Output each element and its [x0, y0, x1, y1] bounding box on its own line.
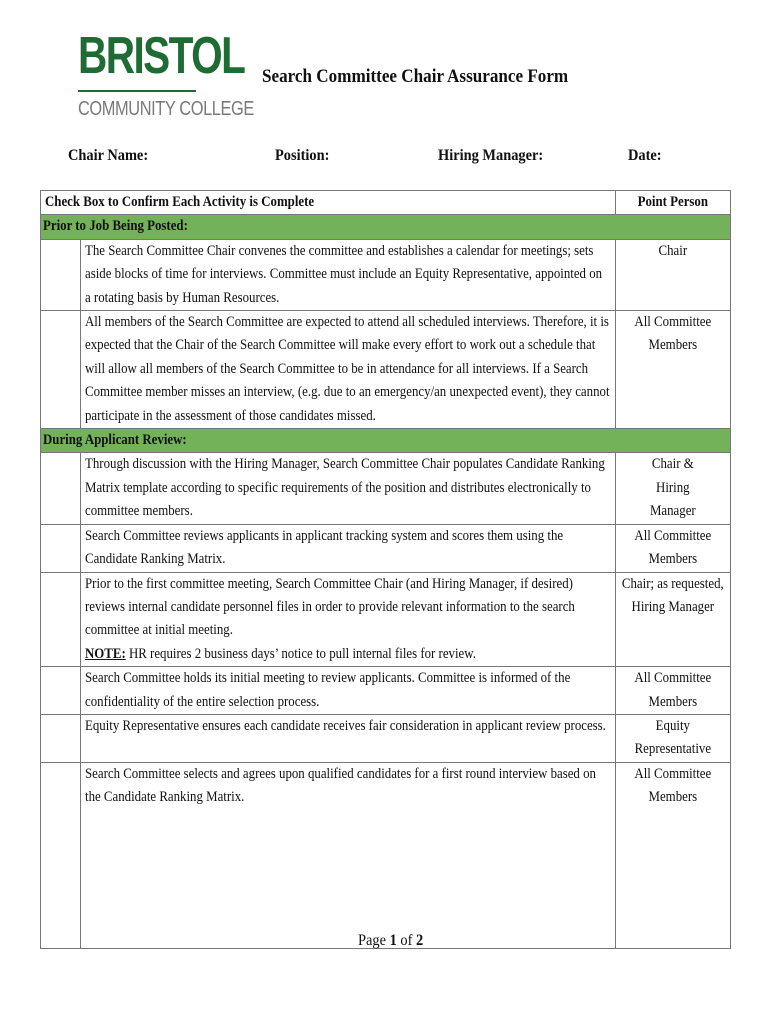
note-text: HR requires 2 business days’ notice to pull internal files for review.	[125, 645, 476, 662]
position-label: Position:	[275, 147, 330, 164]
activity-cell: The Search Committee Chair convenes the committee and establishes a calendar for meetings; sets aside blocks of time for interviews. Committee must include an Equity Representative, appointed on a rotating basis by Human Resources.	[81, 239, 616, 310]
activity-cell: Equity Representative ensures each candidate receives fair consideration in applicant review process.	[81, 714, 616, 762]
note-label: NOTE:	[85, 645, 126, 662]
logo-subtitle: COMMUNITY COLLEGE	[78, 98, 254, 120]
checkbox-cell[interactable]	[41, 311, 81, 429]
point-person-column-header: Point Person	[616, 191, 731, 215]
college-logo	[78, 26, 254, 121]
table-row	[41, 667, 731, 715]
checkbox-cell[interactable]	[41, 239, 81, 310]
logo-wordmark: BRISTOL	[78, 27, 245, 85]
point-person-cell: Chair; as requested, Hiring Manager	[616, 572, 731, 667]
checkbox-cell[interactable]	[41, 762, 81, 948]
checkbox-cell[interactable]	[41, 667, 81, 715]
activity-cell: Search Committee holds its initial meeting to review applicants. Committee is informed of the confidentiality of the entire selection process.	[81, 667, 616, 715]
activity-text: Prior to the first committee meeting, Search Committee Chair (and Hiring Manager, if desired) reviews internal candidate personnel files in order to provide relevant information to the search committee at initial meeting.	[85, 575, 575, 639]
activity-cell: Search Committee selects and agrees upon qualified candidates for a first round interview based on the Candidate Ranking Matrix.	[81, 762, 616, 948]
chair-name-label: Chair Name:	[68, 147, 149, 164]
point-person-cell: Chair	[616, 239, 731, 310]
table-row	[41, 453, 731, 524]
logo-divider	[78, 90, 196, 92]
section-row-prior-to-posting	[41, 215, 731, 239]
table-row	[41, 239, 731, 310]
table-header-row	[41, 191, 731, 215]
checkbox-cell[interactable]	[41, 453, 81, 524]
point-person-cell: All Committee Members	[616, 667, 731, 715]
page-number: Page 1 of 2	[358, 932, 424, 949]
activity-cell: Through discussion with the Hiring Manager, Search Committee Chair populates Candidate Ranking Matrix template according to specific requirements of the position and distributes electronically to committee members.	[81, 453, 616, 524]
table-row	[41, 572, 731, 667]
checkbox-cell[interactable]	[41, 714, 81, 762]
activity-table	[40, 190, 731, 949]
table-row	[41, 524, 731, 572]
activity-column-header: Check Box to Confirm Each Activity is Complete	[41, 191, 616, 215]
table-row	[41, 762, 731, 948]
section-row-applicant-review	[41, 429, 731, 453]
point-person-cell: Equity Representative	[616, 714, 731, 762]
section-title: During Applicant Review:	[41, 429, 731, 453]
activity-cell: Search Committee reviews applicants in applicant tracking system and scores them using the Candidate Ranking Matrix.	[81, 524, 616, 572]
checkbox-cell[interactable]	[41, 524, 81, 572]
point-person-cell: All Committee Members	[616, 762, 731, 948]
section-title: Prior to Job Being Posted:	[41, 215, 731, 239]
table-row	[41, 311, 731, 429]
point-person-cell: All Committee Members	[616, 524, 731, 572]
form-title: Search Committee Chair Assurance Form	[262, 66, 569, 87]
hiring-manager-label: Hiring Manager:	[438, 147, 544, 164]
point-person-cell: All Committee Members	[616, 311, 731, 429]
checkbox-cell[interactable]	[41, 572, 81, 667]
point-person-cell: Chair & Hiring Manager	[616, 453, 731, 524]
activity-cell: All members of the Search Committee are expected to attend all scheduled interviews. Therefore, it is expected that the Chair of the Search Committee will make every effort to work out a schedule that will allow all members of the Search Committee to be in attendance for all interviews. If a Search Committee member misses an interview, (e.g. due to an emergency/an unexpected event), they cannot participate in the assessment of those candidates missed.	[81, 311, 616, 429]
activity-cell	[81, 572, 616, 667]
table-row	[41, 714, 731, 762]
date-label: Date:	[628, 147, 662, 164]
